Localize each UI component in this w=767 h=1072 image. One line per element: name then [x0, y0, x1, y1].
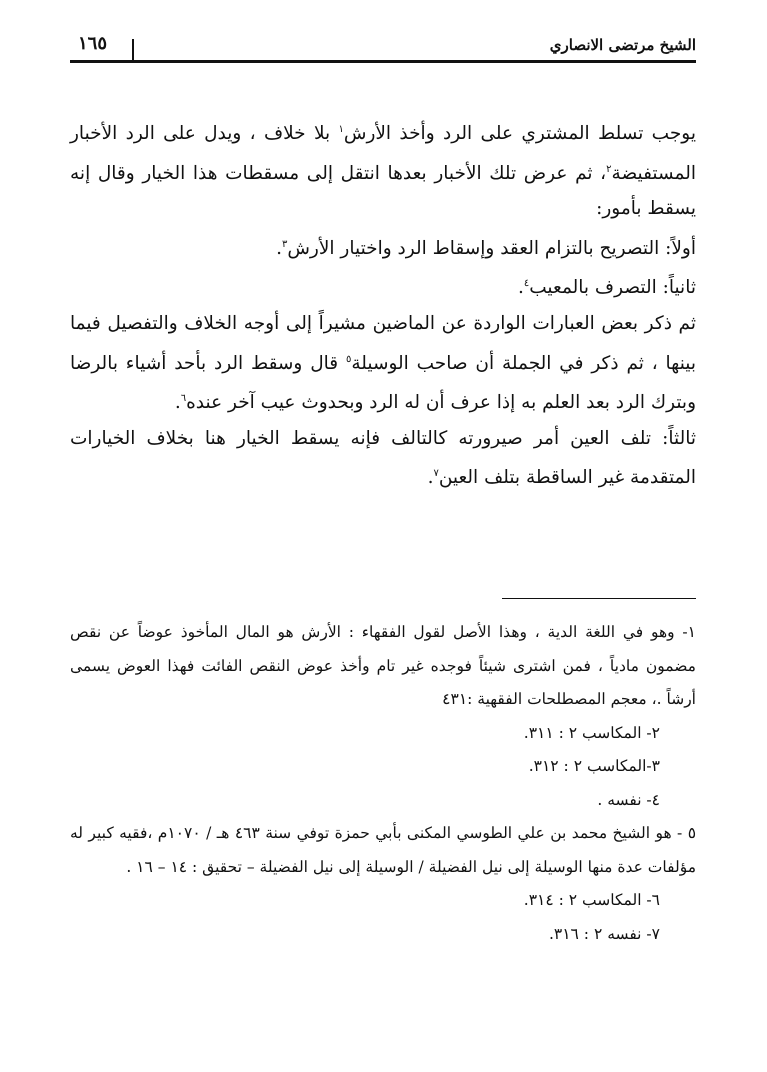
paragraph-2: [70, 227, 696, 267]
paragraph-3: [70, 266, 696, 306]
text-run: ثانياً: التصرف بالمعيب: [529, 277, 696, 299]
footnote-2: ٢- المكاسب ٢ : ٣١١.: [523, 723, 660, 742]
footnote-7: ٧- نفسه ٢ : ٣١٦.: [548, 924, 660, 943]
footnotes: [70, 616, 696, 951]
footnote-ref-1: ١: [338, 124, 344, 135]
footnote-ref-6: ٦: [180, 393, 187, 405]
footnote-5: ٥ - هو الشيخ محمد بن علي الطوسي المكنى بأبي حمزة توفي سنة ٤٦٣ هـ / ١٠٧٠م ،فقيه كبير له مؤلفات عدة منها الوسيلة إلى نيل الفضيلة / الوسيلة إلى نيل الفضيلة – تحقيق : ١٤ – ١٦ .: [70, 824, 697, 876]
text-run: ، ثم عرض تلك الأخبار بعدها انتقل إلى مسقطات هذا الخيار وقال إنه يسقط بأمور:: [70, 162, 696, 220]
footnote-ref-2: ٢: [606, 163, 612, 175]
paragraph-1: [70, 112, 696, 227]
text-run: بلا خلاف ، ويدل على الرد الأخبار المستفيضة: [70, 123, 696, 184]
page-number: ١٦٥: [78, 33, 108, 54]
text-run: ثالثاً: تلف العين أمر صيرورته كالتالف فإنه يسقط الخيار هنا بخلاف الخيارات المتقدمة غير الساقطة بتلف العين: [70, 427, 696, 489]
footnote-1: ١- وهو في اللغة الدية ، وهذا الأصل لقول الفقهاء : الأرش هو المال المأخوذ عوضاً عن نقص مضمون مادياً ، فمن اشترى شيئاً فوجده غير تام وأخذ عوض النقص الفائت فهذا العوض يسمى أرشاً .، معجم المصطلحات الفقهية :٤٣١: [70, 623, 696, 708]
footnote-ref-5: ٥: [345, 353, 352, 365]
paragraph-5: [70, 421, 696, 496]
text-run: .: [427, 467, 434, 489]
footnote-4: ٤- نفسه .: [597, 790, 660, 809]
footnote-3: ٣-المكاسب ٢ : ٣١٢.: [528, 757, 660, 775]
footnote-divider: [502, 598, 696, 599]
running-title: الشيخ مرتضى الانصاري: [549, 36, 696, 54]
footnote-ref-7: ٧: [433, 468, 439, 480]
text-run: يوجب تسلط المشتري على الرد وأخذ الأرش: [343, 123, 696, 145]
text-run: .: [276, 237, 282, 259]
page-number-tick: [132, 39, 134, 61]
text-run: قال وسقط الرد بأحد أشياء بالرضا وبترك الرد بعد العلم به إذا عرف أن له الرد وبحدوث عيب آخر عنده: [70, 352, 696, 414]
page-header: [70, 28, 696, 64]
text-run: .: [518, 277, 524, 299]
main-text: [70, 112, 696, 496]
paragraph-4: [70, 306, 696, 421]
text-run: أولاً: التصريح بالتزام العقد وإسقاط الرد واختيار الأرش: [287, 237, 696, 259]
text-run: .: [174, 392, 181, 414]
footnote-ref-4: ٤: [523, 278, 530, 290]
header-rule: [70, 60, 696, 63]
footnote-ref-3: ٣: [281, 238, 288, 250]
text-run: ثم ذكر بعض العبارات الواردة عن الماضين مشيراً إلى أوجه الخلاف والتفصيل فيما بينها ، ثم ذكر في الجملة أن صاحب الوسيلة: [70, 313, 697, 374]
footnote-6: ٦- المكاسب ٢ : ٣١٤.: [523, 891, 660, 909]
